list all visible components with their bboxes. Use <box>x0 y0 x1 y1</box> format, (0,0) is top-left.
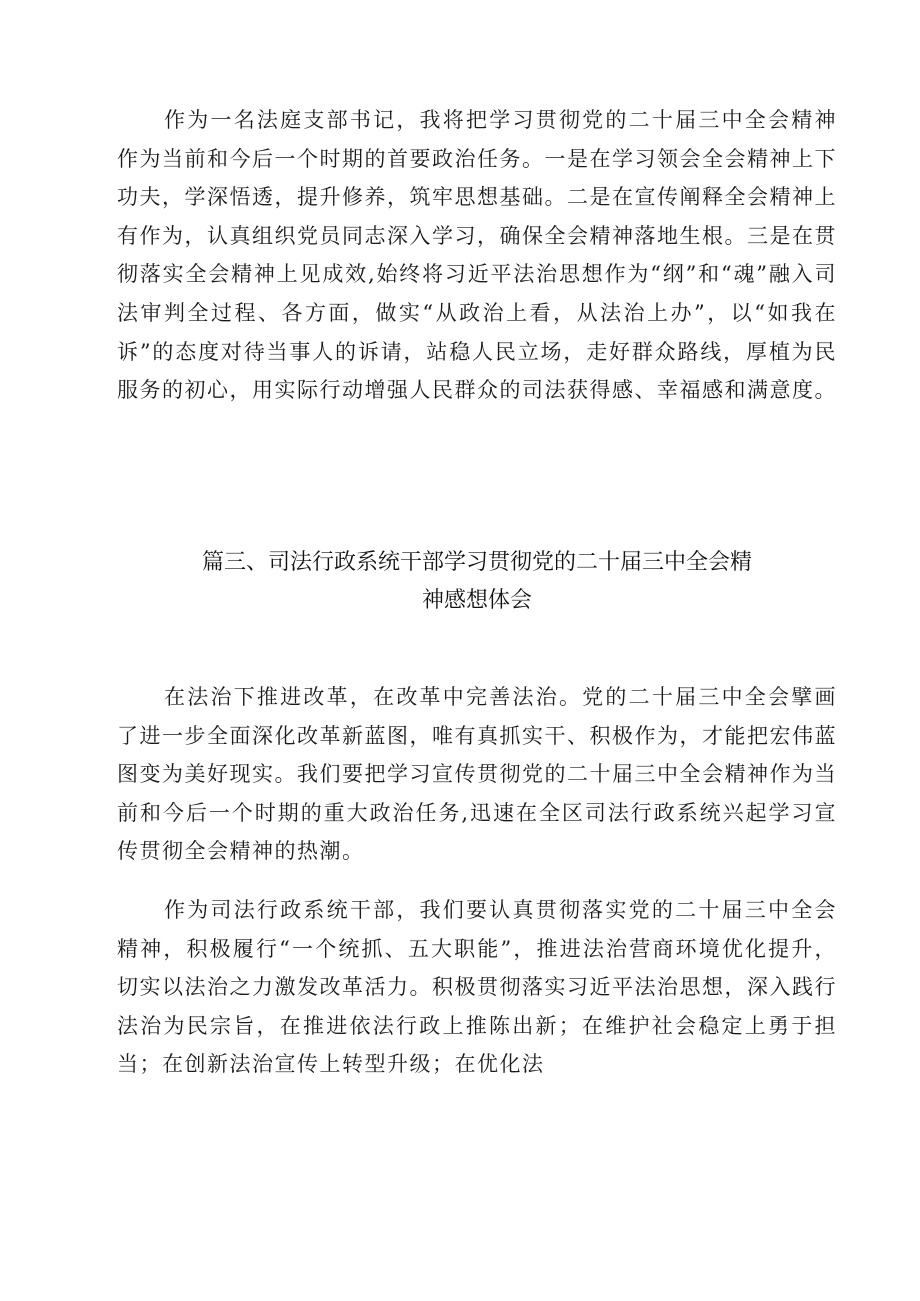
body-paragraph-2: 在法治下推进改革，在改革中完善法治。党的二十届三中全会擘画了进一步全面深化改革新蓝图，唯有真抓实干、积极作为，才能把宏伟蓝图变为美好现实。我们要把学习宣传贯彻党的二十届三中全会精神作为当前和今后一个时期的重大政治任务,迅速在全区司法行政系统兴起学习宣传贯彻全会精神的热潮。 <box>117 685 837 864</box>
section-heading-line-1: 篇三、司法行政系统干部学习贯彻党的二十届三中全会精 <box>201 550 752 575</box>
body-paragraph-3: 作为司法行政系统干部，我们要认真贯彻落实党的二十届三中全会精神，积极履行“一个统抓、五大职能”，推进法治营商环境优化提升，切实以法治之力激发改革活力。积极贯彻落实习近平法治思想，深入践行法治为民宗旨，在推进依法行政上推陈出新；在维护社会稳定上勇于担当；在创新法治宣传上转型升级；在优化法 <box>117 898 837 1077</box>
body-paragraph-1: 作为一名法庭支部书记，我将把学习贯彻党的二十届三中全会精神作为当前和今后一个时期的首要政治任务。一是在学习领会全会精神上下功夫，学深悟透，提升修养，筑牢思想基础。二是在宣传阐释全会精神上有作为，认真组织党员同志深入学习，确保全会精神落地生根。三是在贯彻落实全会精神上见成效,始终将习近平法治思想作为“纲”和“魂”融入司法审判全过程、各方面，做实“从政治上看，从法治上办”，以“如我在诉”的态度对待当事人的诉请，站稳人民立场，走好群众路线，厚植为民服务的初心，用实际行动增强人民群众的司法获得感、幸福感和满意度。 <box>117 108 837 403</box>
section-heading <box>117 544 837 620</box>
section-heading-line-2: 神感想体会 <box>421 588 532 613</box>
